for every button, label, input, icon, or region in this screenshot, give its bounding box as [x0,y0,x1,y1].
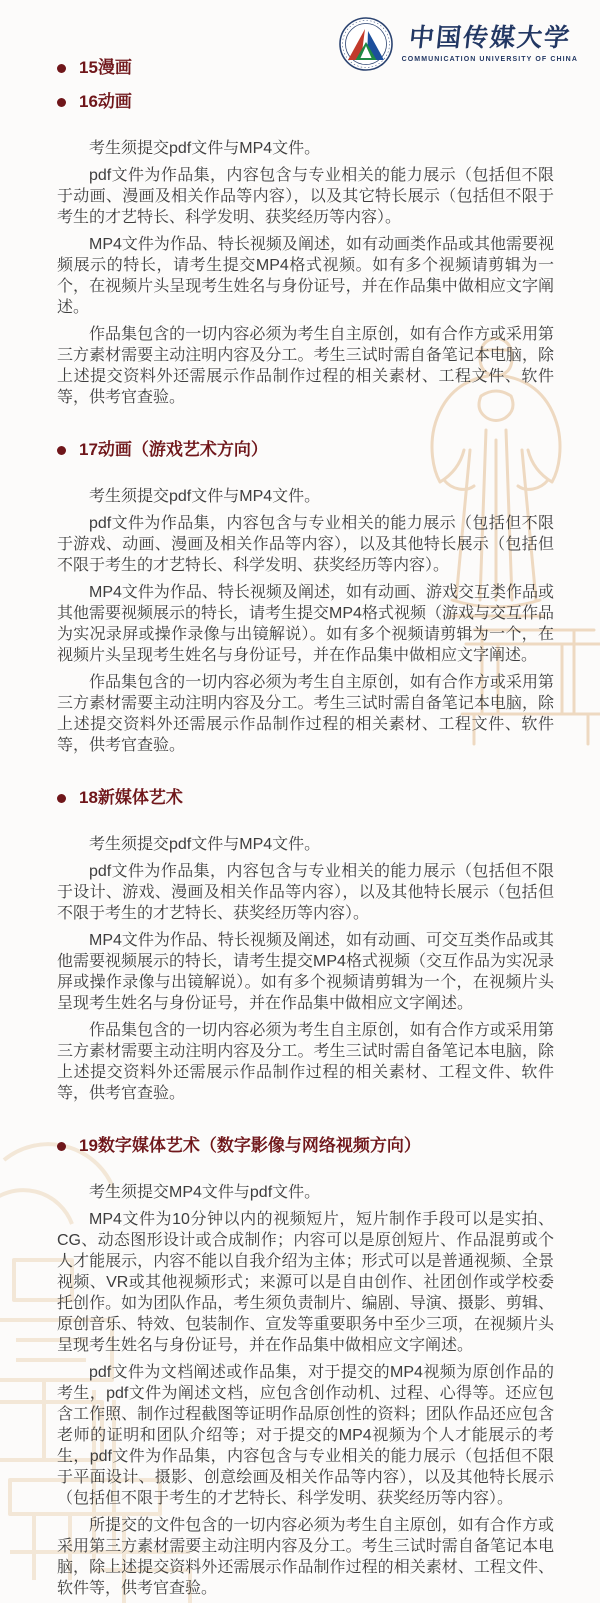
section-19-digital-media-art [57,1134,554,1599]
section-paragraphs [57,1182,554,1599]
paragraph: 考生须提交pdf文件与MP4文件。 [89,488,321,505]
paragraph: MP4文件为作品、特长视频及阐述，如有动画类作品或其他需要视频展示的特长，请考生提交MP4格式视频。如有多个视频请剪辑为一个，在视频片头呈现考生姓名与身份证号，并在作品集中做相应文字阐述。 [57,236,554,316]
paragraph: pdf文件为作品集，内容包含与专业相关的能力展示（包括但不限于设计、游戏、漫画及相关作品等内容），以及其他特长展示（包括但不限于考生的才艺特长、获奖经历等内容）。 [57,863,554,922]
paragraph: MP4文件为10分钟以内的视频短片，短片制作手段可以是实拍、CG、动态图形设计或合成制作；内容可以是原创短片、作品混剪或个人才能展示，内容不能以自我介绍为主体；形式可以是普通视频、全景视频、VR或其他视频形式；来源可以是自由创作、社团创作或学校委托创作。如为团队作品，考生须负责制片、编剧、导演、摄影、剪辑、原创音乐、特效、包装制作、宣发等重要职务中至少三项，在视频片头呈现考生姓名与身份证号，并在作品集中做相应文字阐述。 [57,1211,554,1354]
paragraph: pdf文件为作品集，内容包含与专业相关的能力展示（包括但不限于动画、漫画及相关作品等内容），以及其它特长展示（包括但不限于考生的才艺特长、科学发明、获奖经历等内容）。 [57,167,554,226]
bullet-icon [57,64,66,73]
paragraph: 作品集包含的一切内容必须为考生自主原创，如有合作方或采用第三方素材需要主动注明内容及分工。考生三试时需自备笔记本电脑，除上述提交资料外还需展示作品制作过程的相关素材、工程文件、软件等，供考官查验。 [57,326,554,406]
section-15-16-comic-animation [57,56,554,408]
section-title-18 [57,786,554,810]
section-18-new-media-art [57,786,554,1104]
paragraph: pdf文件为作品集，内容包含与专业相关的能力展示（包括但不限于游戏、动画、漫画及相关作品等内容），以及其他特长展示（包括但不限于考生的才艺特长、科学发明、获奖经历等内容）。 [57,515,554,574]
section-title-text: 15漫画 [79,58,132,77]
section-title-text: 18新媒体艺术 [79,788,183,807]
paragraph: 考生须提交MP4文件与pdf文件。 [89,1184,321,1201]
university-name-cn: 中国传媒大学 [407,25,573,53]
section-title-17 [57,438,554,462]
paragraph: 作品集包含的一切内容必须为考生自主原创，如有合作方或采用第三方素材需要主动注明内容及分工。考生三试时需自备笔记本电脑，除上述提交资料外还需展示作品制作过程的相关素材、工程文件、软件等，供考官查验。 [57,674,554,754]
paragraph: MP4文件为作品、特长视频及阐述，如有动画、可交互类作品或其他需要视频展示的特长，请考生提交MP4格式视频（交互作品为实况录屏或操作录像与出镜解说）。如有多个视频请剪辑为一个，在视频片头呈现考生姓名与身份证号，并在作品集中做相应文字阐述。 [57,932,554,1012]
section-paragraphs [57,486,554,756]
section-title-text: 19数字媒体艺术（数字影像与网络视频方向） [79,1136,421,1155]
bullet-icon [57,1142,66,1151]
section-paragraphs [57,834,554,1104]
section-17-animation-game-art [57,438,554,756]
section-title-text: 16动画 [79,92,132,111]
paragraph: 所提交的文件包含的一切内容必须为考生自主原创，如有合作方或采用第三方素材需要主动注明内容及分工。考生三试时需自备笔记本电脑，除上述提交资料外还需展示作品制作过程的相关素材、工程文件、软件等，供考官查验。 [57,1517,554,1597]
university-logo [338,16,578,72]
university-seal-icon [338,16,394,72]
section-paragraphs [57,138,554,408]
paragraph: 考生须提交pdf文件与MP4文件。 [89,140,321,157]
bullet-icon [57,98,66,107]
section-title-text: 17动画（游戏艺术方向） [79,440,268,459]
paragraph: pdf文件为文档阐述或作品集，对于提交的MP4视频为原创作品的考生，pdf文件为阐述文档，应包含创作动机、过程、心得等。还应包含工作照、制作过程截图等证明作品原创性的资料；团队作品还应包含老师的证明和团队介绍等；对于提交的MP4视频为个人才能展示的考生，pdf文件为作品集，内容包含与专业相关的能力展示（包括但不限于平面设计、摄影、创意绘画及相关作品等内容），以及其他特长展示（包括但不限于考生的才艺特长、科学发明、获奖经历等内容）。 [57,1364,554,1507]
bullet-icon [57,446,66,455]
university-name-en: COMMUNICATION UNIVERSITY OF CHINA [401,55,578,63]
paragraph: 作品集包含的一切内容必须为考生自主原创，如有合作方或采用第三方素材需要主动注明内容及分工。考生三试时需自备笔记本电脑，除上述提交资料外还需展示作品制作过程的相关素材、工程文件、软件等，供考官查验。 [57,1022,554,1102]
paragraph: 考生须提交pdf文件与MP4文件。 [89,836,321,853]
section-title-16 [57,90,554,114]
bullet-icon [57,794,66,803]
paragraph: MP4文件为作品、特长视频及阐述，如有动画、游戏交互类作品或其他需要视频展示的特长，请考生提交MP4格式视频（游戏与交互作品为实况录屏或操作录像与出镜解说）。如有多个视频请剪辑为一个，在视频片头呈现考生姓名与身份证号，并在作品集中做相应文字阐述。 [57,584,554,664]
section-title-19 [57,1134,554,1158]
